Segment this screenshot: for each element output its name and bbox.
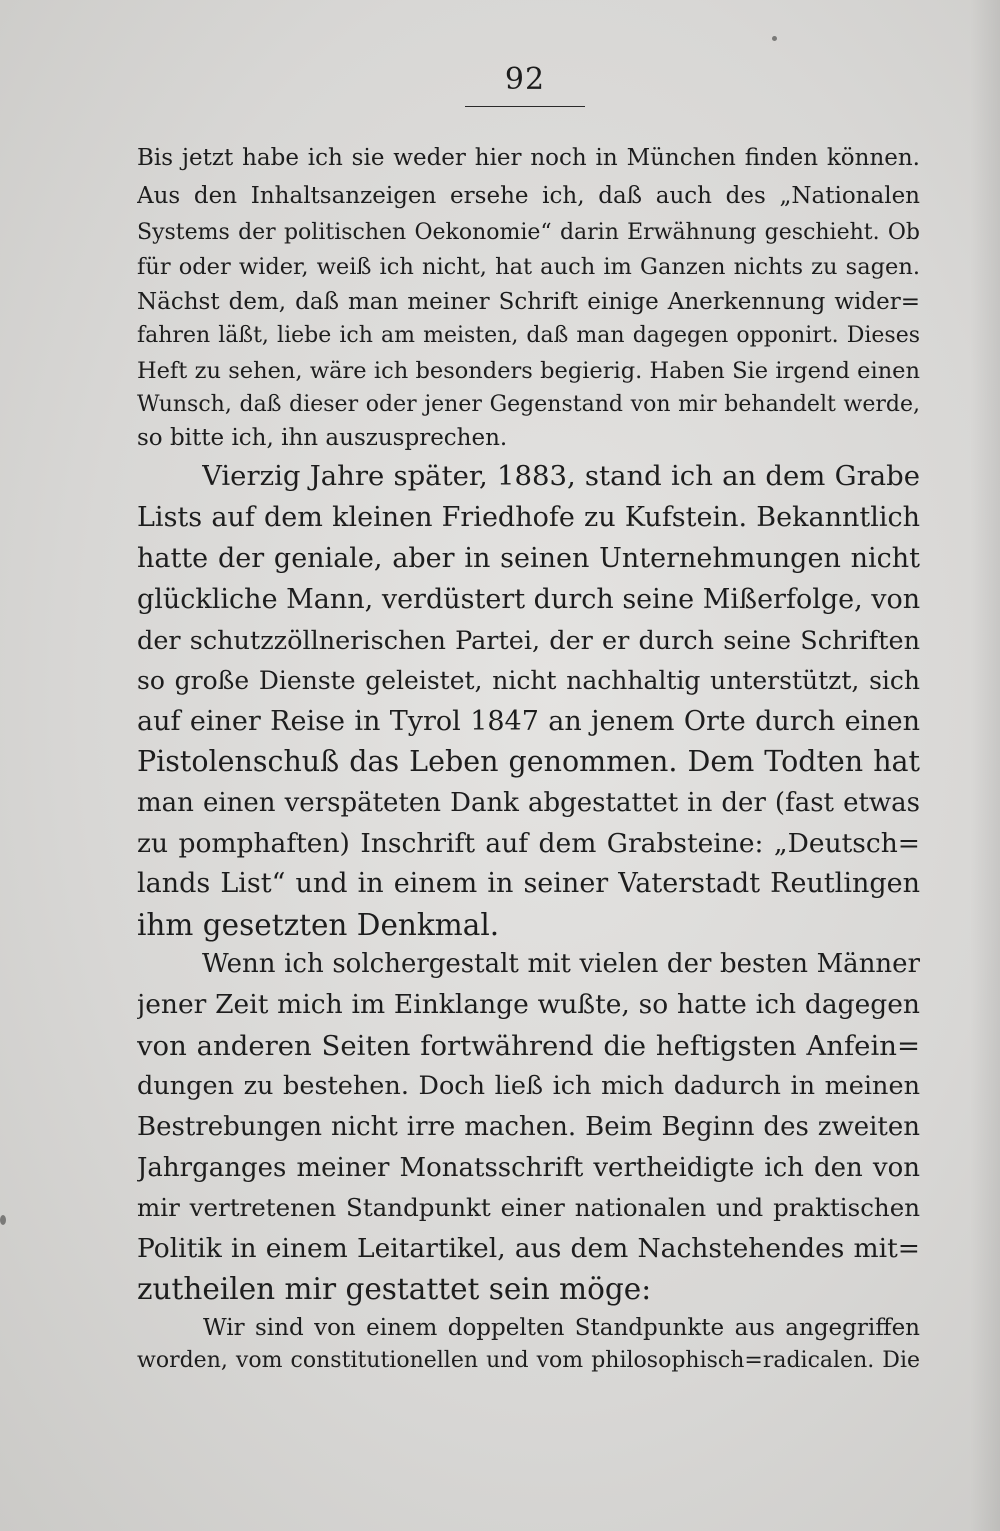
text-line: zutheilen mir gestattet sein möge: [137, 1272, 652, 1306]
text-line: so bitte ich, ihn auszusprechen. [137, 425, 508, 451]
text-line: für oder wider, weiß ich nicht, hat auch im Ganzen nichts zu sagen. [137, 254, 920, 280]
text-line: Nächst dem, daß man meiner Schrift einige Anerkennung wider= [137, 289, 920, 315]
text-line: Systems der politischen Oekonomie“ darin Erwähnung geschieht. Ob [137, 220, 920, 245]
text-line: so große Dienste geleistet, nicht nachhaltig unterstützt, sich [137, 666, 920, 695]
text-line: auf einer Reise in Tyrol 1847 an jenem Orte durch einen [137, 706, 920, 737]
text-line: Politik in einem Leitartikel, aus dem Nachstehendes mit= [137, 1233, 920, 1264]
text-line: Wenn ich solchergestalt mit vielen der besten Männer [202, 949, 920, 979]
text-line: Bis jetzt habe ich sie weder hier noch in München finden können. [137, 145, 920, 171]
paper-speck [0, 1215, 6, 1225]
text-line: Heft zu sehen, wäre ich besonders begierig. Haben Sie irgend einen [137, 358, 920, 384]
text-line: Lists auf dem kleinen Friedhofe zu Kufstein. Bekanntlich [137, 502, 920, 533]
text-line: Wir sind von einem doppelten Standpunkte aus angegriffen [203, 1315, 920, 1341]
text-line: Bestrebungen nicht irre machen. Beim Beginn des zweiten [137, 1112, 920, 1142]
text-line: worden, vom constitutionellen und vom philosophisch=radicalen. Die [137, 1348, 920, 1373]
text-line: Aus den Inhaltsanzeigen ersehe ich, daß auch des „Nationalen [137, 183, 920, 209]
text-line: zu pomphaften) Inschrift auf dem Grabsteine: „Deutsch= [137, 828, 920, 859]
page-number-rule [465, 106, 585, 107]
page-edge-shadow [970, 0, 1000, 1531]
text-line: jener Zeit mich im Einklange wußte, so hatte ich dagegen [137, 989, 920, 1020]
text-line: dungen zu bestehen. Doch ließ ich mich dadurch in meinen [137, 1071, 920, 1101]
paper-speck [772, 36, 777, 41]
text-line: mir vertretenen Standpunkt einer nationalen und praktischen [137, 1193, 920, 1222]
text-line: man einen verspäteten Dank abgestattet in der (fast etwas [137, 788, 920, 818]
text-line: Jahrganges meiner Monatsschrift vertheidigte ich den von [137, 1153, 920, 1183]
text-line: hatte der geniale, aber in seinen Unternehmungen nicht [137, 543, 920, 574]
text-line: Wunsch, daß dieser oder jener Gegenstand von mir behandelt werde, [137, 392, 920, 417]
text-line: der schutzzöllnerischen Partei, der er durch seine Schriften [137, 626, 920, 656]
page-number: 92 [504, 62, 546, 97]
text-line: von anderen Seiten fortwährend die heftigsten Anfein= [137, 1030, 920, 1062]
text-line: fahren läßt, liebe ich am meisten, daß man dagegen opponirt. Dieses [137, 323, 920, 348]
text-line: glückliche Mann, verdüstert durch seine Mißerfolge, von [137, 584, 920, 615]
text-line: Pistolenschuß das Leben genommen. Dem Todten hat [137, 745, 920, 778]
text-line: Vierzig Jahre später, 1883, stand ich an dem Grabe [202, 460, 920, 492]
text-line: ihm gesetzten Denkmal. [137, 908, 500, 942]
text-line: lands List“ und in einem in seiner Vaterstadt Reutlingen [137, 868, 920, 899]
